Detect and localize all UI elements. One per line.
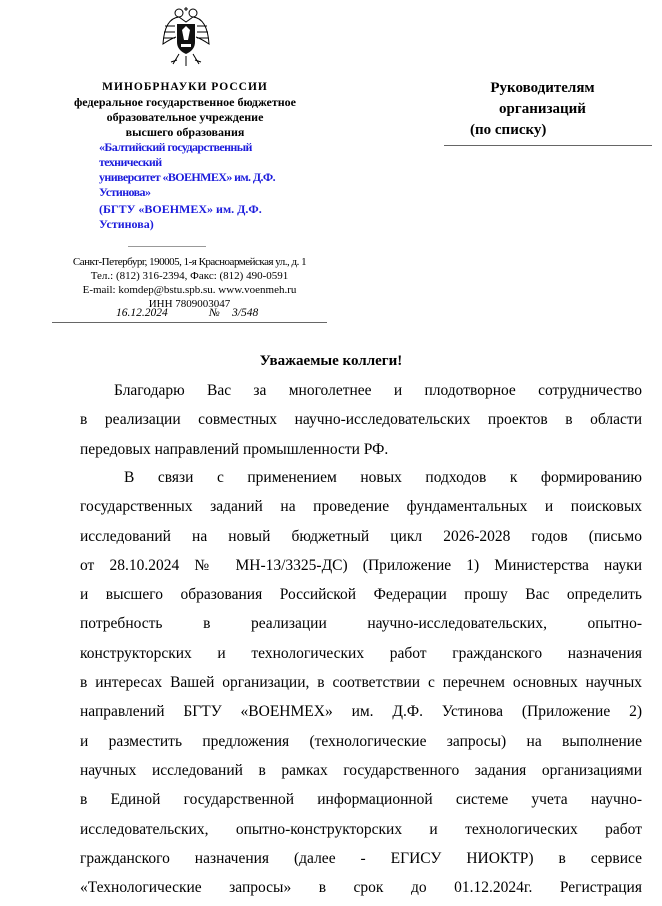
org-short-name-line: (БГТУ «ВОЕНМЕХ» им. Д.Ф. (99, 202, 262, 216)
state-emblem-icon (161, 4, 211, 68)
org-type-line: образовательное учреждение (106, 110, 264, 124)
org-short-name-line: Устинова) (99, 217, 154, 231)
org-name-line: «Балтийский государственный (99, 140, 252, 154)
recipient-line: (по списку) (470, 122, 547, 138)
text-line: Благодарю Вас за многолетнее и плодотворное сотрудничество (114, 382, 642, 399)
text-line: государственных заданий на проведение фундаментальных и поисковых (80, 498, 642, 516)
header-divider (128, 246, 206, 247)
text-line: «Технологические запросы» в срок до 01.12.2024г. Регистрация (80, 879, 642, 897)
text-line: гражданского назначения (далее - ЕГИСУ НИОКТР) в сервисе (80, 849, 642, 867)
text-line: научных исследований в рамках государственного задания организациями (80, 761, 642, 779)
text-line: в реализации совместных научно-исследовательских проектов в области (80, 411, 642, 429)
text-line: в интересах Вашей организации, в соответствии с перечнем основных научных (80, 674, 642, 692)
email-line: E-mail: komdep@bstu.spb.su. www.voenmeh.ru (82, 284, 297, 296)
recipient-block (440, 78, 645, 141)
text-line: исследовательских, опытно-конструкторских и технологических работ (80, 820, 642, 838)
text-line: от 28.10.2024 № МН-13/3325-ДС) (Приложение 1) Министерства науки (80, 556, 642, 574)
phone-line: Тел.: (812) 316-2394, Факс: (812) 490-0591 (90, 270, 289, 282)
date-underline (52, 322, 327, 323)
text-line: передовых направлений промышленности РФ. (80, 440, 389, 458)
org-name-line: университет «ВОЕНМЕХ» им. Д.Ф. (99, 170, 275, 184)
text-line: и высшего образования Российской Федерации прошу Вас определить (80, 586, 642, 604)
org-type-line: высшего образования (125, 125, 245, 139)
letter-date: 16.12.2024 (116, 307, 168, 319)
inn-line: ИНН 7809003047 (148, 298, 231, 310)
text-line: и разместить предложения (технологические запросы) на выполнение (80, 732, 642, 750)
greeting: Уважаемые коллеги! (259, 353, 403, 369)
contact-block (52, 255, 327, 311)
paragraph-1 (80, 380, 642, 468)
text-line: В связи с применением новых подходов к формированию (124, 469, 642, 486)
text-line: направлений БГТУ «ВОЕНМЕХ» им. Д.Ф. Устинова (Приложение 2) (80, 703, 642, 721)
text-line: потребность в реализации научно-исследовательских, опытно- (80, 615, 642, 633)
recipient-line: Руководителям (490, 80, 595, 96)
text-line: в Единой государственной информационной системе учета научно- (80, 791, 642, 809)
org-name-line: Устинова» (99, 185, 151, 199)
number-sign: № (209, 307, 220, 319)
address-line: Санкт-Петербург, 190005, 1-я Красноармейская ул., д. 1 (72, 256, 307, 268)
text-line: исследований на новый бюджетный цикл 2026-2028 годов (письмо (80, 527, 642, 545)
paragraph-2 (80, 467, 642, 906)
recipient-underline (444, 145, 652, 146)
issuer-block (60, 80, 310, 232)
letter-number: 3/548 (232, 307, 259, 319)
ministry-name: МИНОБРНАУКИ РОССИИ (102, 81, 268, 93)
text-line: конструкторских и технологических работ гражданского назначения (80, 644, 642, 662)
recipient-line: организаций (499, 101, 586, 117)
org-type-line: федеральное государственное бюджетное (73, 95, 296, 109)
org-name-line: технический (99, 155, 162, 169)
